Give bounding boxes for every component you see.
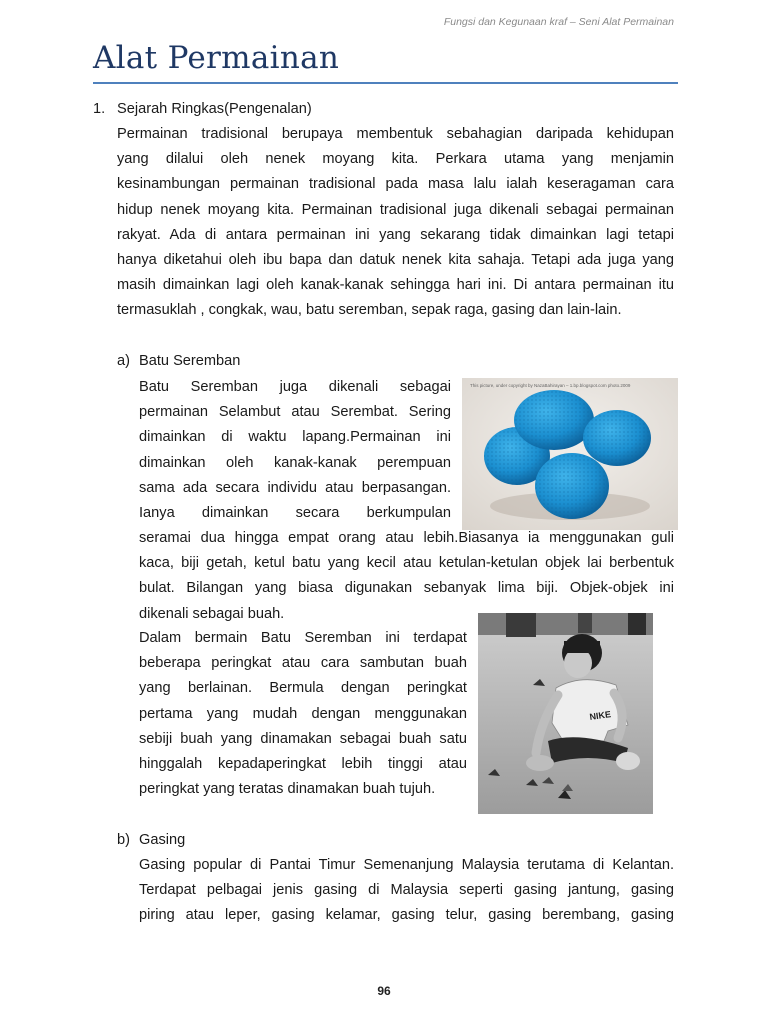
text-line: seramai dua hingga empat orang atau lebih.Biasanya ia menggunakan guli [139, 530, 674, 546]
subsection-label-b: b) [117, 832, 130, 848]
text-line: piring atau leper, gasing kelamar, gasing telur, gasing berembang, gasing [139, 907, 674, 924]
text-line: bulat. Bilangan yang biasa digunakan sebanyak lima biji. Objek-objek ini [139, 580, 674, 597]
batu-paragraph-2 [139, 626, 467, 802]
text-line: hidup nenek moyang kita. Permainan tradisional juga dikenali sebagai permainan [117, 201, 674, 218]
text-line: pertama yang mudah dengan menggunakan [139, 705, 467, 722]
text-line: permainan Selambut atau Serembat. Sering [139, 404, 451, 421]
text-line: termasuklah , congkak, wau, batu seremban, sepak raga, gasing dan lain-lain. [117, 302, 622, 319]
text-line: dimainkan oleh kanak-kanak perempuan [139, 454, 451, 471]
girl-playing-illustration [478, 613, 653, 814]
page-number: 96 [377, 984, 391, 998]
batu-paragraph-1a [139, 375, 451, 526]
text-line: Gasing popular di Pantai Timur Semenanjung Malaysia terutama di Kelantan. [139, 857, 674, 873]
page-title: Alat Permainan [93, 40, 340, 76]
text-line: Ianya dimainkan secara berkumpulan [139, 505, 451, 522]
text-line: peringkat yang teratas dinamakan buah tujuh. [139, 781, 436, 798]
text-line: beberapa peringkat atau cara sambutan buah [139, 655, 467, 672]
text-line: hanya diketahui oleh ibu bapa dan datuk nenek kita sahaja. Tetapi ada juga yang [117, 252, 674, 269]
text-line: Permainan tradisional berupaya membentuk sebahagian daripada kehidupan [117, 126, 674, 142]
text-line: sama ada secara individu atau berpasangan. [139, 479, 451, 496]
bean-bag-bottom [535, 453, 609, 519]
text-line: dimainkan di waktu lapang.Permainan ini [139, 429, 451, 446]
text-line: rakyat. Ada di antara permainan ini yang sekarang tidak dimainkan lagi tetapi [117, 226, 674, 243]
subsection-heading-batu: Batu Seremban [139, 353, 241, 369]
bean-bag-top [514, 390, 594, 450]
text-line: yang dilalui oleh nenek moyang kita. Perkara utama yang menjamin [117, 151, 674, 168]
text-line: Batu Seremban juga dikenali sebagai [139, 379, 451, 395]
shirt-logo-text: NIKE [588, 709, 612, 722]
section-number: 1. [93, 101, 106, 117]
gasing-paragraph [139, 853, 674, 929]
intro-paragraph [117, 122, 674, 324]
subsection-heading-gasing: Gasing [139, 832, 186, 848]
text-line: Dalam bermain Batu Seremban ini terdapat [139, 630, 467, 646]
text-line: dikenali sebagai buah. [139, 605, 285, 622]
batu-paragraph-1b [139, 526, 674, 627]
girl-playing-photo [478, 613, 653, 814]
text-line: kesinambungan permainan tradisional pada masa lalu ialah keseragaman cara [117, 176, 674, 193]
running-header: Fungsi dan Kegunaan kraf – Seni Alat Permainan [443, 16, 674, 28]
bean-bag-right [583, 410, 651, 466]
batu-seremban-illustration [462, 378, 678, 530]
text-line: Terdapat pelbagai jenis gasing di Malaysia seperti gasing jantung, gasing [139, 882, 674, 899]
text-line: yang berlainan. Bermula dengan peringkat [139, 680, 467, 697]
text-line: masih dimainkan lagi oleh kanak-kanak sehingga hari ini. Di antara permainan itu [117, 277, 674, 294]
photo-caption: This picture, under copyright by NazaBahirayan – 1.bp.blogspot.com photo.2009 [470, 383, 631, 388]
text-line: hinggalah kepadaperingkat lebih tinggi atau [139, 756, 467, 773]
batu-seremban-photo [462, 378, 678, 530]
subsection-label-a: a) [117, 353, 130, 369]
text-line: kaca, biji getah, ketul batu yang kecil atau ketulan-ketulan objek lai berbentuk [139, 555, 674, 572]
text-line: sebiji buah yang dinamakan sebagai buah satu [139, 730, 467, 747]
section-heading: Sejarah Ringkas(Pengenalan) [117, 101, 312, 117]
title-underline [93, 82, 678, 84]
